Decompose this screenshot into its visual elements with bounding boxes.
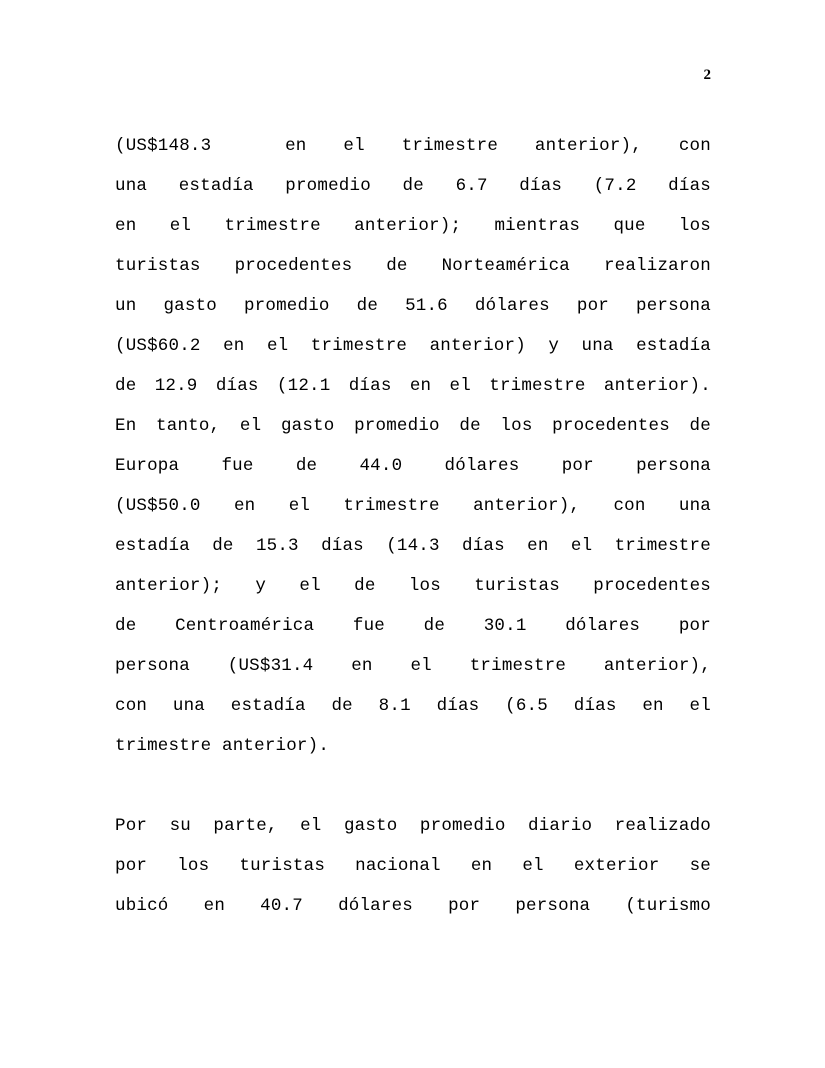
line-word: procedentes <box>593 576 711 596</box>
line-word: Norteamérica <box>441 256 570 276</box>
text-line <box>115 886 711 926</box>
line-word: en <box>351 656 373 676</box>
line-word: (6.5 <box>505 696 548 716</box>
line-word: ubicó <box>115 896 169 916</box>
line-word: 44.0 <box>359 456 403 476</box>
line-word: anterior), <box>473 496 581 516</box>
line-word: anterior). <box>603 376 711 396</box>
line-word: de <box>115 616 137 636</box>
line-word: un <box>115 296 137 316</box>
line-word: dólares <box>565 616 641 636</box>
line-word: estadía <box>230 696 306 716</box>
line-word: promedio <box>285 176 371 196</box>
line-word: anterior); <box>115 576 223 596</box>
line-word: nacional <box>355 856 441 876</box>
line-word: (US$148.3 <box>115 136 212 156</box>
text-line <box>115 646 711 686</box>
line-word: los <box>500 416 533 436</box>
line-word: el <box>266 336 289 356</box>
line-word: por <box>561 456 594 476</box>
line-word: días <box>348 376 392 396</box>
line-word: una <box>115 176 148 196</box>
line-word: turistas <box>115 256 201 276</box>
line-word: se <box>689 856 711 876</box>
line-word: una <box>172 696 205 716</box>
line-word: de <box>423 616 446 636</box>
line-word: en <box>233 496 256 516</box>
line-word: Europa <box>115 456 180 476</box>
text-line <box>115 686 711 726</box>
line-word: persona <box>636 456 711 476</box>
line-word: con <box>115 696 148 716</box>
line-word: en <box>642 696 664 716</box>
line-word: de <box>115 376 137 396</box>
line-word: persona <box>515 896 591 916</box>
line-word: trimestre <box>343 496 440 516</box>
line-word: (turismo <box>625 896 711 916</box>
text-line <box>115 366 711 406</box>
line-word: procedentes <box>234 256 353 276</box>
line-word: dólares <box>474 296 550 316</box>
line-word: en <box>285 136 307 156</box>
text-line <box>115 806 711 846</box>
line-word: gasto <box>280 416 335 436</box>
text-line <box>115 206 711 246</box>
text-line <box>115 246 711 286</box>
line-word: exterior <box>573 856 660 876</box>
line-word: 15.3 <box>255 536 299 556</box>
line-word: el <box>169 216 192 236</box>
line-word: por <box>576 296 609 316</box>
text-line <box>115 326 711 366</box>
line-word: el <box>570 536 593 556</box>
line-word: promedio <box>354 416 440 436</box>
document-body <box>115 126 711 926</box>
line-word: el <box>449 376 471 396</box>
line-word: trimestre anterior). <box>115 736 330 756</box>
line-word: (US$60.2 <box>115 336 201 356</box>
line-word: los <box>678 216 711 236</box>
line-word: días <box>436 696 480 716</box>
paragraph-2 <box>115 806 711 926</box>
line-word: 8.1 <box>378 696 411 716</box>
text-line <box>115 606 711 646</box>
text-line <box>115 126 711 166</box>
line-word: el <box>288 496 311 516</box>
line-word: gasto <box>343 816 398 836</box>
line-word: de <box>689 416 711 436</box>
line-word: Por <box>115 816 148 836</box>
line-word: y <box>548 336 560 356</box>
line-word: su <box>169 816 191 836</box>
line-word: 30.1 <box>483 616 527 636</box>
line-word: estadía <box>178 176 254 196</box>
text-line <box>115 726 711 766</box>
page-number: 2 <box>703 67 711 83</box>
line-word: 40.7 <box>260 896 303 916</box>
text-line <box>115 526 711 566</box>
line-word: de <box>295 456 318 476</box>
line-word: de <box>331 696 353 716</box>
line-word: fue <box>352 616 385 636</box>
line-word: estadía <box>636 336 711 356</box>
line-word: de <box>402 176 424 196</box>
line-word: gasto <box>163 296 217 316</box>
line-word: en <box>203 896 226 916</box>
text-line <box>115 166 711 206</box>
line-word: con <box>613 496 646 516</box>
line-word: anterior), <box>603 656 711 676</box>
line-word: diario <box>528 816 593 836</box>
line-word: los <box>408 576 441 596</box>
line-word: anterior) <box>429 336 526 356</box>
text-line <box>115 446 711 486</box>
line-word: en <box>409 376 432 396</box>
line-word: tanto, <box>156 416 221 436</box>
line-word: por <box>115 856 148 876</box>
line-word: promedio <box>243 296 330 316</box>
paragraph-1 <box>115 126 711 766</box>
line-word: mientras <box>494 216 581 236</box>
line-word: y <box>255 576 267 596</box>
line-word: días <box>668 176 711 196</box>
text-line <box>115 406 711 446</box>
line-word: el <box>239 416 262 436</box>
line-word: en <box>115 216 137 236</box>
line-word: Centroamérica <box>175 616 315 636</box>
line-word: (US$50.0 <box>115 496 201 516</box>
line-word: 12.9 <box>154 376 198 396</box>
line-word: por <box>678 616 711 636</box>
line-word: trimestre <box>224 216 321 236</box>
line-word: el <box>689 696 711 716</box>
line-word: persona <box>115 656 190 676</box>
line-word: en <box>527 536 549 556</box>
text-line <box>115 566 711 606</box>
line-word: el <box>410 656 432 676</box>
line-word: con <box>678 136 711 156</box>
line-word: de <box>386 256 408 276</box>
text-line <box>115 846 711 886</box>
line-word: días <box>321 536 364 556</box>
line-word: dólares <box>338 896 413 916</box>
line-word: (14.3 <box>386 536 440 556</box>
line-word: una <box>581 336 614 356</box>
line-word: promedio <box>419 816 506 836</box>
text-line <box>115 486 711 526</box>
line-word: (7.2 <box>593 176 637 196</box>
line-word: realizaron <box>603 256 711 276</box>
line-word: días <box>573 696 617 716</box>
line-word: En <box>115 416 137 436</box>
line-word: persona <box>636 296 711 316</box>
line-word: días <box>519 176 563 196</box>
line-word: parte, <box>213 816 278 836</box>
line-word: anterior), <box>534 136 642 156</box>
line-word: turistas <box>239 856 326 876</box>
line-word: trimestre <box>614 536 711 556</box>
line-word: de <box>354 576 376 596</box>
line-word: procedentes <box>552 416 670 436</box>
line-word: los <box>177 856 210 876</box>
line-word: trimestre <box>310 336 408 356</box>
line-word: que <box>613 216 646 236</box>
line-word: fue <box>221 456 254 476</box>
line-word: 51.6 <box>405 296 448 316</box>
line-word: una <box>678 496 711 516</box>
line-word: días <box>462 536 505 556</box>
line-word: en <box>470 856 493 876</box>
text-line <box>115 286 711 326</box>
line-word: (US$31.4 <box>227 656 314 676</box>
line-word: el <box>300 816 322 836</box>
line-word: anterior); <box>354 216 462 236</box>
paragraph-spacer <box>115 766 711 806</box>
line-word: dólares <box>444 456 520 476</box>
line-word: trimestre <box>401 136 499 156</box>
line-word: de <box>212 536 234 556</box>
line-word: el <box>299 576 321 596</box>
line-word: estadía <box>115 536 190 556</box>
line-word: (12.1 <box>276 376 331 396</box>
line-word: el <box>522 856 544 876</box>
line-word: trimestre <box>469 656 567 676</box>
line-word: en <box>223 336 245 356</box>
line-word: trimestre <box>489 376 586 396</box>
line-word: el <box>343 136 365 156</box>
line-word: de <box>356 296 379 316</box>
line-word: realizado <box>614 816 711 836</box>
line-word: 6.7 <box>455 176 488 196</box>
line-word: turistas <box>474 576 560 596</box>
line-word: de <box>459 416 481 436</box>
line-word: por <box>448 896 481 916</box>
line-word: días <box>215 376 259 396</box>
